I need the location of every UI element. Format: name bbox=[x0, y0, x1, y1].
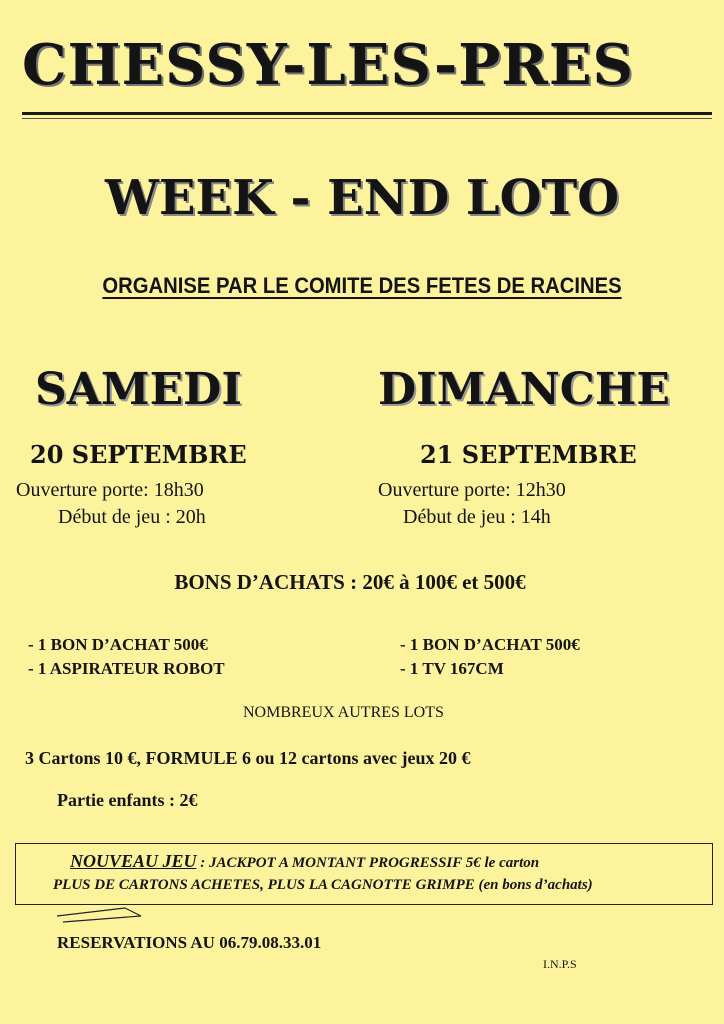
kids-pricing: Partie enfants : 2€ bbox=[57, 790, 198, 810]
saturday-opening: Ouverture porte: 18h30 bbox=[16, 479, 204, 501]
title-underline-thin bbox=[22, 118, 712, 119]
saturday-start: Début de jeu : 20h bbox=[58, 506, 206, 528]
cards-pricing: 3 Cartons 10 €, FORMULE 6 ou 12 cartons avec jeux 20 € bbox=[25, 748, 471, 768]
new-game-label: NOUVEAU JEU bbox=[70, 851, 197, 871]
new-game-line1 bbox=[70, 850, 539, 874]
reservations-line: RESERVATIONS AU 06.79.08.33.01 bbox=[57, 933, 322, 952]
sunday-prize: - 1 BON D’ACHAT 500€ bbox=[400, 635, 580, 654]
event-subtitle: WEEK - END LOTO bbox=[104, 170, 620, 226]
vouchers-line: BONS D’ACHATS : 20€ à 100€ et 500€ bbox=[174, 570, 526, 594]
sunday-date: 21 SEPTEMBRE bbox=[420, 440, 637, 469]
sunday-opening: Ouverture porte: 12h30 bbox=[378, 479, 566, 501]
new-game-text: : JACKPOT A MONTANT PROGRESSIF 5€ le carton bbox=[196, 855, 540, 871]
printer-mark: I.N.P.S bbox=[543, 957, 577, 971]
title-underline bbox=[22, 112, 712, 115]
sunday-heading: DIMANCHE bbox=[378, 364, 670, 415]
flourish-line bbox=[55, 902, 145, 924]
other-lots-line: NOMBREUX AUTRES LOTS bbox=[243, 704, 444, 721]
saturday-prize: - 1 ASPIRATEUR ROBOT bbox=[28, 659, 225, 678]
organiser-line: ORGANISE PAR LE COMITE DES FETES DE RACINES bbox=[102, 273, 622, 298]
saturday-heading: SAMEDI bbox=[35, 364, 242, 415]
sunday-prize: - 1 TV 167CM bbox=[400, 659, 504, 678]
saturday-prize: - 1 BON D’ACHAT 500€ bbox=[28, 635, 208, 654]
poster-title: CHESSY-LES-PRES bbox=[22, 32, 634, 98]
saturday-date: 20 SEPTEMBRE bbox=[30, 440, 247, 469]
new-game-line2: PLUS DE CARTONS ACHETES, PLUS LA CAGNOTTE GRIMPE (en bons d’achats) bbox=[53, 877, 593, 893]
sunday-start: Début de jeu : 14h bbox=[403, 506, 551, 528]
